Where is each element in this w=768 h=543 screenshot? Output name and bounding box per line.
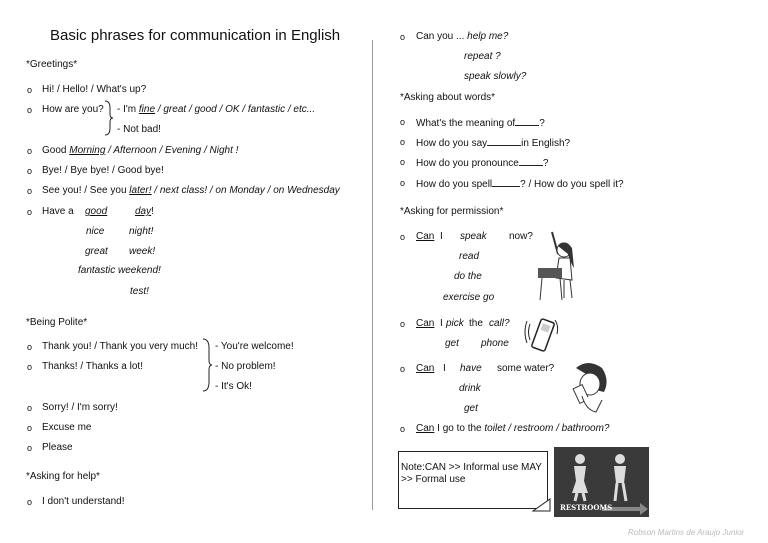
dont-understand-phrase: I don't understand! — [42, 496, 125, 507]
pronounce-phrase: How do you pronounce ? — [416, 158, 549, 169]
bullet: o — [400, 117, 406, 127]
column-divider — [372, 40, 373, 510]
bullet: o — [27, 423, 33, 433]
pick-word: pick — [446, 318, 464, 329]
bullet: o — [400, 137, 406, 147]
week-word: week! — [129, 246, 156, 257]
great-word: great — [85, 246, 108, 257]
cell-phone-icon — [524, 314, 562, 354]
excuse-phrase: Excuse me — [42, 422, 92, 433]
bullet: o — [27, 362, 33, 372]
speak-word: speak — [460, 231, 487, 242]
i-word: I — [440, 231, 443, 242]
page-title: Basic phrases for communication in English — [50, 27, 341, 44]
fine-reply: - I'm fine / great / good / OK / fantastic / etc... — [117, 104, 316, 115]
note-corner-fold — [532, 498, 552, 512]
no-problem-reply: - No problem! — [215, 361, 276, 372]
have-a-phrase: Have a — [42, 206, 74, 217]
note-box: Note:CAN >> Informal use MAY >> Formal use — [398, 451, 548, 509]
test-word: test! — [130, 286, 149, 297]
bullet: o — [27, 146, 33, 156]
bullet: o — [27, 342, 33, 352]
curly-brace-icon — [102, 100, 114, 136]
welcome-reply: - You're welcome! — [215, 341, 294, 352]
day-word: day! — [135, 206, 154, 217]
bullet: o — [27, 207, 33, 217]
bullet: o — [27, 497, 33, 507]
say-phrase: How do you say in English? — [416, 138, 571, 149]
bullet: o — [400, 32, 406, 42]
now-word: now? — [509, 231, 533, 242]
thanks-phrase: Thank you! / Thank you very much! — [42, 341, 199, 352]
can-word: Can — [416, 318, 435, 329]
can-you-phrase: Can you ... help me? — [416, 31, 509, 42]
i-word: I — [440, 318, 443, 329]
can-word: Can — [416, 363, 435, 374]
see-you-phrase: See you! / See you later! / next class! / on Monday / on Wednesday — [42, 185, 340, 196]
meaning-phrase: What's the meaning of ? — [416, 118, 545, 129]
nice-word: nice — [86, 226, 105, 237]
bullet: o — [27, 166, 33, 176]
spell-phrase: How do you spell ? / How do you spell it? — [416, 179, 624, 190]
not-bad-reply: - Not bad! — [117, 124, 161, 135]
polite-heading: *Being Polite* — [26, 317, 88, 328]
the-word: the — [469, 318, 483, 329]
thanks-a-lot-phrase: Thanks! / Thanks a lot! — [42, 361, 143, 372]
do-the-word: do the — [454, 271, 482, 282]
can-word: Can — [416, 231, 435, 242]
drink-word: drink — [459, 383, 481, 394]
permission-heading: *Asking for permission* — [400, 206, 504, 217]
bullet: o — [400, 364, 406, 374]
hi-phrase: Hi! / Hello! / What's up? — [42, 84, 147, 95]
how-are-you-phrase: How are you? — [42, 104, 104, 115]
words-heading: *Asking about words* — [400, 92, 496, 103]
bullet: o — [27, 105, 33, 115]
good-time-phrase: Good Morning / Afternoon / Evening / Night ! — [42, 145, 239, 156]
curly-brace-icon — [200, 338, 214, 392]
i-word: I — [443, 363, 446, 374]
please-phrase: Please — [42, 442, 73, 453]
sorry-phrase: Sorry! / I'm sorry! — [42, 402, 118, 413]
bullet: o — [400, 157, 406, 167]
bullet: o — [400, 424, 406, 434]
student-raising-hand-icon — [534, 228, 582, 302]
bullet: o — [400, 178, 406, 188]
bullet: o — [27, 186, 33, 196]
restrooms-label: RESTROOMS — [560, 503, 613, 512]
have-word: have — [460, 363, 482, 374]
bullet: o — [27, 85, 33, 95]
get-word: get — [464, 403, 478, 414]
drinking-water-icon — [566, 360, 612, 414]
phone-word: phone — [481, 338, 509, 349]
help-heading: *Asking for help* — [26, 471, 100, 482]
bye-phrase: Bye! / Bye bye! / Good bye! — [42, 165, 164, 176]
bullet: o — [27, 443, 33, 453]
its-ok-reply: - It's Ok! — [215, 381, 252, 392]
call-word: call? — [489, 318, 510, 329]
get-word: get — [445, 338, 459, 349]
repeat-word: repeat ? — [464, 51, 501, 62]
exercise-go-word: exercise go — [443, 292, 495, 303]
bullet: o — [400, 232, 406, 242]
some-water-word: some water? — [497, 363, 555, 374]
author-signature: Robson Martins de Araujo Junior — [628, 528, 745, 537]
bullet: o — [400, 319, 406, 329]
greetings-heading: *Greetings* — [26, 59, 78, 70]
speak-slowly-word: speak slowly? — [464, 71, 527, 82]
fantastic-weekend-word: fantastic weekend! — [78, 265, 161, 276]
good-word: good — [85, 206, 108, 217]
read-word: read — [459, 251, 480, 262]
restrooms-sign-image — [554, 447, 649, 517]
night-word: night! — [129, 226, 154, 237]
toilet-phrase: Can I go to the toilet / restroom / bathroom? — [416, 423, 610, 434]
bullet: o — [27, 403, 33, 413]
